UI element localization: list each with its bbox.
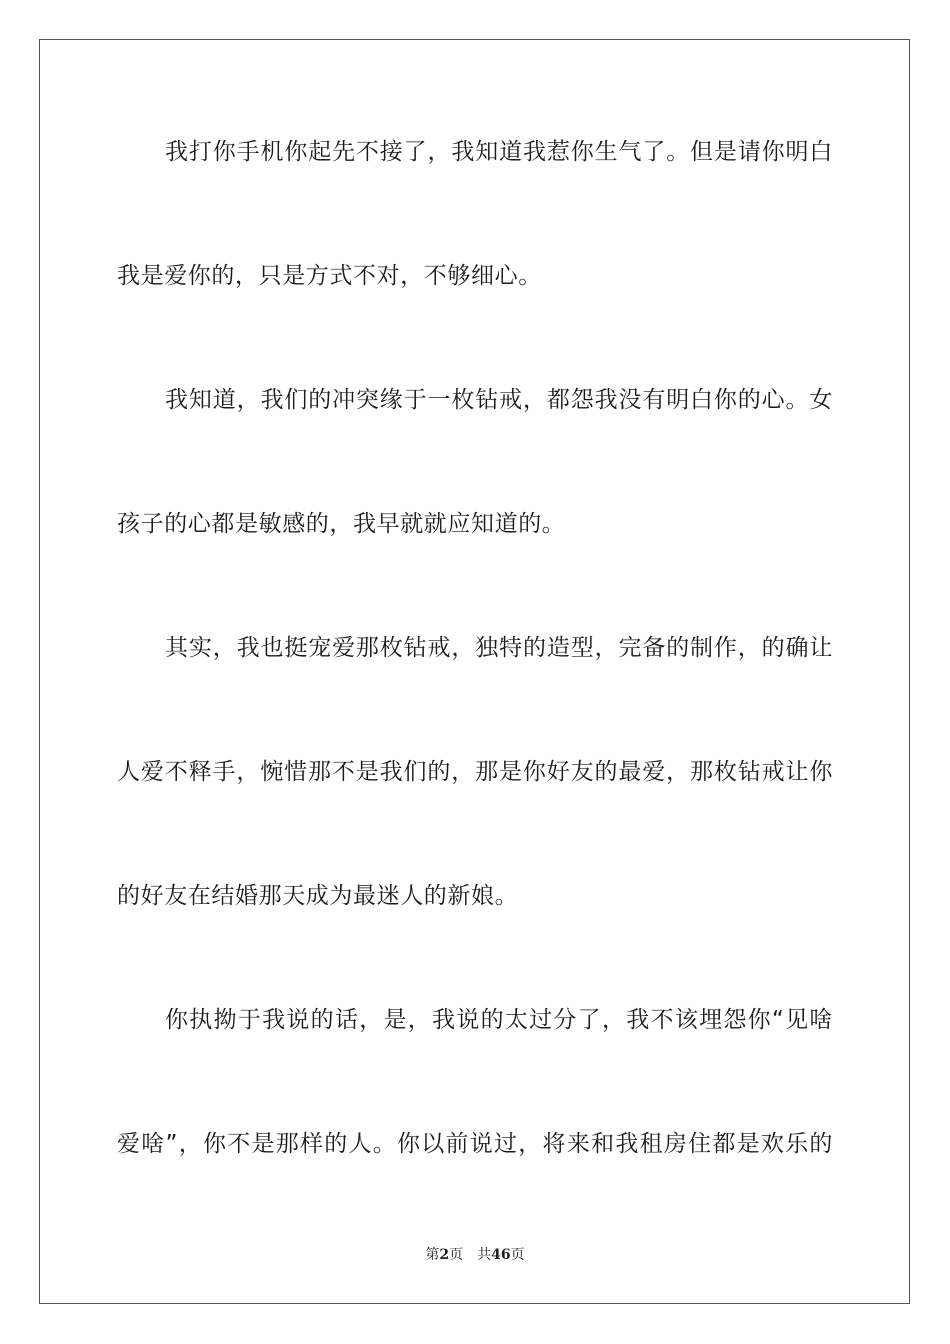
paragraph-1-line-2: 我是爱你的，只是方式不对，不够细心。 xyxy=(117,263,542,289)
paragraph-4-line-1: 你执拗于我说的话，是，我说的太过分了，我不该埋怨你“见啥 xyxy=(165,1007,833,1033)
page-prefix: 第 xyxy=(425,1247,440,1263)
page-suffix: 页 xyxy=(449,1247,464,1263)
paragraph-4-line-2: 爱啥”，你不是那样的人。你以前说过，将来和我租房住都是欢乐的 xyxy=(117,1131,833,1157)
total-suffix: 页 xyxy=(510,1247,525,1263)
page-border xyxy=(39,39,910,1304)
paragraph-2-line-1: 我知道，我们的冲突缘于一枚钻戒，都怨我没有明白你的心。女 xyxy=(165,387,833,413)
paragraph-2-line-2: 孩子的心都是敏感的，我早就就应知道的。 xyxy=(117,511,566,537)
paragraph-3-line-2: 人爱不释手，惋惜那不是我们的，那是你好友的最爱，那枚钻戒让你 xyxy=(117,759,833,785)
paragraph-1-line-1: 我打你手机你起先不接了，我知道我惹你生气了。但是请你明白 xyxy=(165,139,833,165)
page-number: 2 xyxy=(439,1247,450,1263)
paragraph-3-line-3: 的好友在结婚那天成为最迷人的新娘。 xyxy=(117,883,519,909)
paragraph-3-line-1: 其实，我也挺宠爱那枚钻戒，独特的造型，完备的制作，的确让 xyxy=(165,635,833,661)
total-pages: 46 xyxy=(491,1247,511,1263)
page-footer xyxy=(0,1246,950,1264)
total-prefix: 共 xyxy=(477,1247,492,1263)
